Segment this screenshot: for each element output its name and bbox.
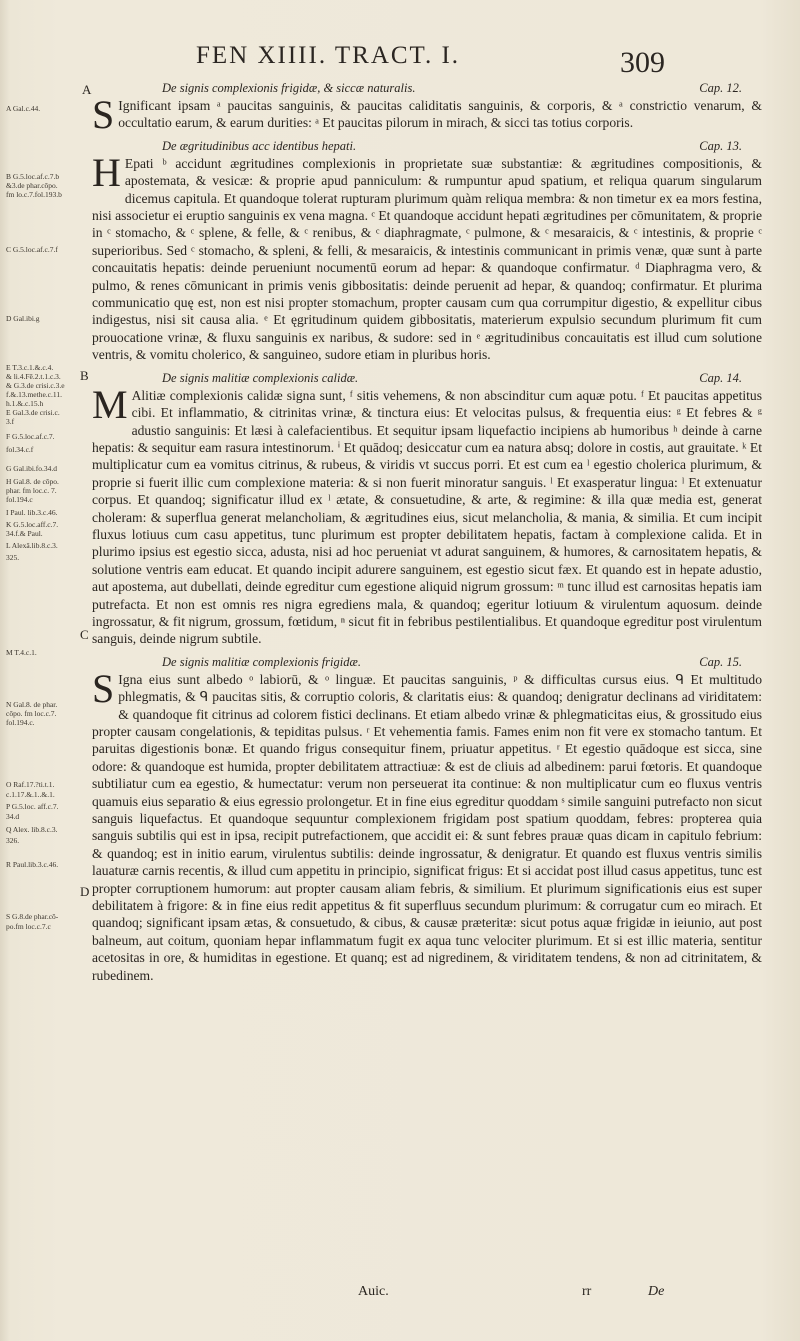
margin-note: 326. <box>6 836 20 845</box>
chapter-body: Epati ᵇ accidunt ægritudines complexionis in proprietate suæ substantiæ: & ægritudines compositionis, & apostemata, & vesicæ: & proprie apud panniculum: & rumpuntur apud spatium, et reliqua quarum singularum dicemus capitula. Et quandoque tolerat rupturam plurimum quàm reliqua membra: & non timetur ex ea mors festina, nisi associetur ei eruptio sanguinis ex vena magna. ᶜ Et quandoque accidunt hepati ægritudines per cōmunitatem, & proprie in ᶜ stomacho, & ᶜ splene, & felle, & ᶜ renibus, & ᶜ diaphragmate, ᶜ pulmone, & ᶜ mesaraicis, & ᶜ intestinis, & proprie ᶜ superioribus. Sed ᶜ stomacho, & spleni, & felli, & mesaraicis, & intestinis communicant in primis venæ, quæ sunt à parte concauitatis hepatis: deinde perueniunt nocumentū eorum ad hepar: & quandoque confirmatur. ᵈ Diaphragma vero, & pulmo, & renes cōmunicant in primis venis gibbositatis: deinde peruenit ad hepar, & quandoq; confirmatur. Et plurima communicatio quę est, non est nisi propter stomachum, propter causam cum qua corrumpitur digestio, & expellitur cibus indigestus, nisi sit causa alia. ᵉ Et ęgritudinum quidem gibbositatis, materierum expulsio secundum plurimum fit cum prouocatione vrinæ, & fluxu sanguinis ex naribus, & sudore: sed in ᵉ ægritudinibus concauitatis est illud cum solutione ventris, & vomitu cholerico, & sanguineo, sudore etiam in pluribus horis. <box>92 155 762 363</box>
margin-note: & G.3.de crisi.c.3.e <box>6 381 65 390</box>
chapter-title: De signis malitiæ complexionis frigidæ. <box>162 654 361 669</box>
page-number: 309 <box>620 46 665 79</box>
margin-note: 34.f.& Paul. <box>6 529 43 538</box>
margin-note: E Gal.3.de crisi.c. <box>6 408 60 417</box>
chapter-title: De ægritudinibus acc identibus hepati. <box>162 138 357 153</box>
margin-note: D Gal.ibi.g <box>6 314 40 323</box>
margin-note: h.1.&.c.15.h <box>6 399 44 408</box>
margin-note: R Paul.lib.3.c.46. <box>6 860 59 869</box>
section-letter-a: A <box>82 82 92 97</box>
page-header <box>0 42 800 82</box>
margin-note: Q Alex. lib.8.c.3. <box>6 825 58 834</box>
margin-note: N Gal.8. de phar. <box>6 700 58 709</box>
chapter-14 <box>92 370 762 648</box>
chapter-15 <box>92 654 762 984</box>
drop-cap: H <box>92 149 121 195</box>
chapter-12 <box>92 80 762 137</box>
margin-notes <box>0 0 78 1341</box>
chapter-text <box>92 665 762 984</box>
next-page-word: De <box>648 1284 665 1299</box>
chapter-heading <box>92 370 762 387</box>
chapter-title: De signis complexionis frigidæ, & siccæ naturalis. <box>162 81 416 95</box>
margin-note: fm lo.c.7.fol.193.b <box>6 190 62 199</box>
margin-note: fol.194.c. <box>6 718 35 727</box>
margin-note: B G.5.loc.af.c.7.b <box>6 172 60 181</box>
chapter-heading <box>92 138 762 155</box>
margin-note: E T.3.c.1.&.c.4. <box>6 363 54 372</box>
margin-note: 34.d <box>6 812 20 821</box>
margin-note: 3.f <box>6 417 15 426</box>
chapter-body: Ignificant ipsam ᵃ paucitas sanguinis, & paucitas caliditatis sanguinis, & corporis, & ᵃ constrictio venarum, & occultatio earum, & earum durities: ᵃ Et paucitas pilorum in mirach, & sicci tas totius corporis. <box>118 98 762 131</box>
section-letter-c: C <box>80 627 89 642</box>
margin-note: G Gal.ibi.fo.34.d <box>6 464 58 473</box>
signature-mark: rr <box>582 1284 592 1299</box>
chapter-heading <box>92 80 762 97</box>
margin-note: c.1.17.&.1..&.1. <box>6 790 55 799</box>
margin-note: & li.4.Fē.2.t.1.c.3. <box>6 372 61 381</box>
chapter-text <box>92 149 762 364</box>
chapter-text <box>92 92 762 137</box>
margin-note: H Gal.8. de cōpo. <box>6 477 59 486</box>
chapter-number: Cap. 15. <box>699 654 742 669</box>
margin-note: C G.5.loc.af.c.7.f <box>6 245 58 254</box>
margin-note: P G.5.loc. aff.c.7. <box>6 802 59 811</box>
chapter-number: Cap. 14. <box>699 370 742 385</box>
margin-note: L Alexā.lib.8.c.3. <box>6 541 58 550</box>
margin-note: O Raf.17.?ti.t.1. <box>6 780 55 789</box>
margin-note: I Paul. lib.3.c.46. <box>6 508 58 517</box>
running-head: FEN XIIII. TRACT. I. <box>196 42 461 69</box>
margin-note: M T.4.c.1. <box>6 648 37 657</box>
drop-cap: M <box>92 381 128 427</box>
margin-note: 325. <box>6 553 20 562</box>
drop-cap: S <box>92 92 115 137</box>
margin-note: phar. fm loc.c. 7. <box>6 486 57 495</box>
margin-note: fol.34.c.f <box>6 445 34 454</box>
chapter-13 <box>92 138 762 364</box>
margin-note: po.fm loc.c.7.c <box>6 922 51 931</box>
margin-note: S G.8.de phar.cō- <box>6 912 59 921</box>
chapter-number: Cap. 13. <box>699 138 742 153</box>
margin-note: &3.de phar.cōpo. <box>6 181 58 190</box>
margin-note: cōpo. fm loc.c.7. <box>6 709 57 718</box>
chapter-number: Cap. 12. <box>699 81 742 95</box>
margin-note: F G.5.loc.af.c.7. <box>6 432 55 441</box>
section-letter-d: D <box>80 884 90 899</box>
main-text <box>92 80 762 985</box>
margin-note: fol.194.c <box>6 495 33 504</box>
section-letter-b: B <box>80 368 89 383</box>
chapter-body: Igna eius sunt albedo ᵒ labiorū, & ᵒ linguæ. Et paucitas sanguinis, ᵖ & difficultas cursus eius. ᑫ Et multitudo phlegmatis, & ᑫ paucitas sitis, & corruptio coloris, & claritatis eius: & quandoq; denigratur declinans ad viriditatem: & quandoque fit citrinus ad colorem fistici declinans. Et etiam albedo vrinæ & phlegmaticitas eius, & grossitudo eius propter causam congelationis, & tepiditas pulsus. ʳ Et vehementia famis. Fames enim non fit vere ex stomacho tantum. Et paruitas digestionis bonæ. Et quando frigus consequitur finem, priuatur appetitus. ʳ Et egestio quādoque est sicca, sine odore: & quandoque est humida, propter debilitatem attractiuæ: & est de cliuis ad albedinem: parui fœtoris. Et quandoque subtiliatur cum ea egestio, & humectatur: verum non perseuerat ita continue: & non multiplicatur cum eo fluxus ventris quamuis eius separatio & eius egressio prolongetur. Et in fine eius egreditur quoddam ˢ simile sanguini putrefacto non sicut sanguis liquefactus. Et quandoque sequuntur complexionem frigidam post spatium quoddam, febres: propterea quia sanguis subtilis qui est in ipsa, recipit putrefactionem, que accidit ei: & sunt febres prauæ quas dicam in capitulo febrium: & quandoq; est in initio earum, virulentus subtilis: deinde ingrossatur, & denigratur. Et quando est fluxus ventris similis lauaturæ carnis recentis, & illud cum appetitu in principio, significat frigus: Et si accidat post illud casus appetitus, tunc est propter corruptionem humorum: aut propter causam aliam febris, & similium. Et plurimum significationis eius est super debilitatem à frigore: & in fine eius redit appetitus & fit superfluus secundum plurimum: & corrugatur cum eo mirach. Et quandoq; significant ipsam ætas, & consuetudo, & cibus, & causæ præteritæ: sicut potus aquæ frigidæ in ieiunio, aut post balneum, aut coitum, quoniam hepar inflammatum fugit ex aqua tunc velociter plurimum. Et si est illic materia, sentitur acetositas in ore, & humiditas in egestione. Et quanq; est ad nigredinem, & viriditatem tendens, & non ad citrinitatem, & rubedinem. <box>92 671 762 983</box>
page-footer <box>0 1284 800 1314</box>
margin-note: f.&.13.methe.c.11. <box>6 390 62 399</box>
chapter-text <box>92 381 762 648</box>
margin-note: K G.5.loc.aff.c.7. <box>6 520 59 529</box>
chapter-title: De signis malitiæ complexionis calidæ. <box>162 370 359 385</box>
drop-cap: S <box>92 665 115 711</box>
chapter-body: Alitiæ complexionis calidæ signa sunt, ᶠ sitis vehemens, & non abscinditur cum aquæ potu. ᶠ Et paucitas appetitus cibi. Et inflammatio, & citrinitas vrinæ, & tinctura eius: Et velocitas pulsus, & frequentia eius: ᵍ Et febres & ᵍ adustio sanguinis: Et læsi à calefacientibus. Et sequitur ipsam liquefactio incipiens ab humoribus ʰ deinde à carne hepatis: & sequitur eam rasura intestinorum. ⁱ Et quādoq; desiccatur cum ea natura absq; dolore in costis, aut grauitate. ᵏ Et multiplicatur cum ea vomitus citrinus, & rubeus, & viridis vt succus porri. Et est cum ea ˡ egestio cholerica plurimum, & proprie si fuerit illic cum complexione materia: & si non fuerit minoratur sanguis. ˡ Et exasperatur lingua: ˡ Et extenuatur corpus. Et quandoq; significatur illud ex ˡ ætate, & consuetudine, & arte, & regimine: & illa quæ media est, generat choleram: & superflua generat melancholiam, & ægritudines eius, sicut melancholia, & mania, & similia. Et cum incipit fluxus lotiuus cum casu appetitus, tunc plurimum est propter debilitatem hepatis, factam à complexione calida. Et in plurimo ipsius est egestio sicca, adusta, nisi ad hoc perueniat vt adurat sanguinem, & humores, & carnositatem hepatis, & solutione ventris eam educat. Et quando incipit adurere sanguinem, est egestio sicut fæx. Et quando est in hepate adustio, aut apostema, aut dubellati, deinde egreditur cum egestione aliquid nigrum grossum: ᵐ tunc illud est carnositas hepatis iam putrefacta. Et non est omnis res nigra egrediens mala, & quandoq; egeritur lotiuum & virulentum aquosum. deinde ingrossatur, & fit nigrum, grossum, fœtidum, ⁿ sicut fit in febribus pestilentialibus. Et quandoque egreditur post virulentum sanguis, deinde nigrum subtile. <box>92 387 762 647</box>
catchword: Auic. <box>358 1284 389 1299</box>
chapter-heading <box>92 654 762 671</box>
margin-note: A Gal.c.44. <box>6 104 41 113</box>
